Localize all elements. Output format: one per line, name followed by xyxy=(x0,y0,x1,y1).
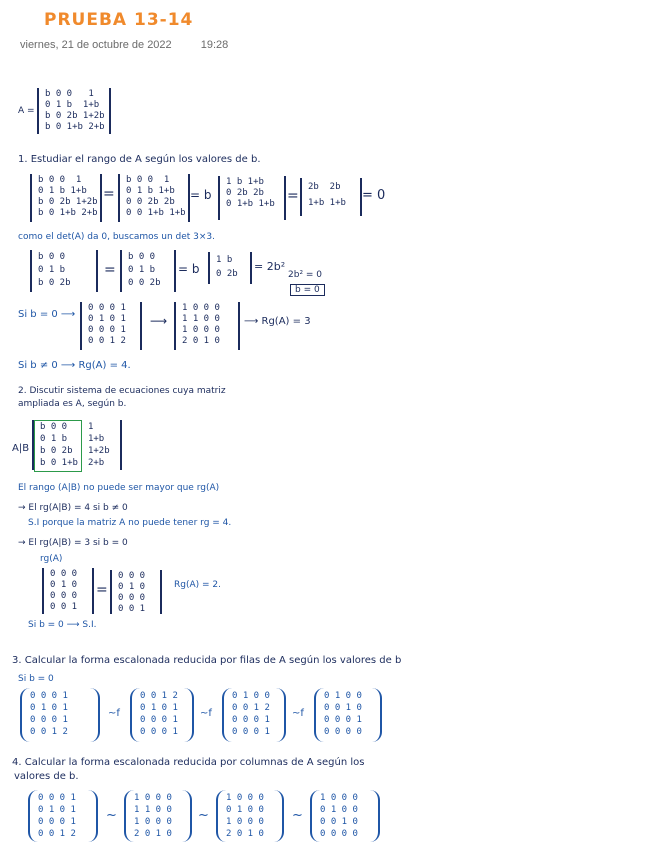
matrix-row: 1 b xyxy=(216,255,233,265)
matrix-row: 1 1 0 0 xyxy=(134,805,172,815)
det3-b xyxy=(120,250,176,292)
matrix-row: 1+b 1+b xyxy=(308,198,346,208)
s2-line2: → El rg(A|B) = 4 si b ≠ 0 xyxy=(18,503,128,513)
s3-m1 xyxy=(20,688,100,742)
matrix-row: 0 0 0 1 xyxy=(140,715,178,725)
matrix-row: 1 0 0 0 xyxy=(320,793,358,803)
s4-m3 xyxy=(216,790,284,842)
note-meta xyxy=(20,39,228,51)
s2-line5: rg(A) xyxy=(40,554,63,564)
matrix-row: 1 0 0 0 xyxy=(182,325,220,335)
section4-heading: 4. Calcular la forma escalonada reducida por columnas de A según los xyxy=(12,757,365,768)
eq2: = b xyxy=(190,188,212,202)
matrix-row: 0 1 0 0 xyxy=(324,691,362,701)
eq6: = b xyxy=(178,262,200,276)
matrix-row: 0 1 0 1 xyxy=(38,805,76,815)
matrix-row: 0 2b xyxy=(216,269,238,279)
matrix-row: 0 0 1 xyxy=(118,604,146,614)
matrix-row: b 0 1+b 2+b xyxy=(45,122,105,132)
matrix-row: 1 0 0 0 xyxy=(226,817,264,827)
matrix-row: 1 b 1+b xyxy=(226,177,264,187)
s3-rel3: ~f xyxy=(292,708,304,719)
det2-rows xyxy=(302,178,360,212)
matrix-row: b 0 2b xyxy=(40,446,73,456)
s4-m4 xyxy=(310,790,380,842)
matrix-row: 0 0 0 1 xyxy=(30,715,68,725)
det2-b xyxy=(208,252,252,284)
s2-rank: Rg(A) = 2. xyxy=(174,580,221,590)
matrix-row: 0 0 1 2 xyxy=(38,829,76,839)
matrix-row: 0 1 0 xyxy=(118,582,146,592)
section4-heading2: valores de b. xyxy=(14,771,79,782)
s3-m4 xyxy=(314,688,382,742)
case0-label: Si b = 0 ⟶ xyxy=(18,309,76,320)
matrix-row: 0 0 0 xyxy=(50,569,78,579)
matrix-row: 1 0 0 0 xyxy=(226,793,264,803)
case0-m1 xyxy=(80,302,142,350)
note-date: viernes, 21 de octubre de 2022 xyxy=(20,39,172,51)
det4-a xyxy=(30,174,102,222)
section2-heading: 2. Discutir sistema de ecuaciones cuya matriz xyxy=(18,386,226,396)
s3-rel2: ~f xyxy=(200,708,212,719)
matrix-row: b 0 0 1 xyxy=(38,175,82,185)
matrix-row: 0 1 0 0 xyxy=(320,805,358,815)
side-result: b = 0 xyxy=(290,284,325,296)
ab-left-rows xyxy=(34,420,86,470)
s2-eq: = xyxy=(96,582,108,598)
matrix-row: 0 1 0 0 xyxy=(232,691,270,701)
matrix-row: 0 0 0 xyxy=(118,571,146,581)
det3-a xyxy=(30,250,98,292)
s3-m2-rows xyxy=(132,688,192,740)
matrix-row: 0 1 0 1 xyxy=(88,314,126,324)
matrix-row: 2+b xyxy=(87,458,105,468)
matrix-row: 0 0 2b 2b xyxy=(126,197,175,207)
s3-m3-rows xyxy=(224,688,284,740)
matrix-row: 0 0 1 0 xyxy=(324,703,362,713)
s4-m1-rows xyxy=(30,790,96,842)
matrix-row: 0 0 0 0 xyxy=(320,829,358,839)
case0-m2 xyxy=(174,302,240,350)
matrix-row: 0 0 0 0 xyxy=(324,727,362,737)
matrix-row: b 0 0 xyxy=(40,422,68,432)
matrix-row: b 0 1+b 2+b xyxy=(38,208,98,218)
matrix-row: 2b 2b xyxy=(308,182,341,192)
matrix-row: b 0 2b 1+2b xyxy=(38,197,98,207)
matrix-a-rows xyxy=(39,88,109,134)
s3-m4-rows xyxy=(316,688,380,740)
matrix-row: 0 0 0 xyxy=(50,591,78,601)
matrix-a xyxy=(37,88,111,134)
side-eq: 2b² = 0 xyxy=(288,270,323,280)
matrix-row: b 0 0 1 xyxy=(45,89,94,99)
ab-matrix xyxy=(32,420,122,470)
det4-b xyxy=(118,174,190,222)
det3 xyxy=(218,176,286,220)
section1-heading: 1. Estudiar el rango de A según los valores de b. xyxy=(18,154,261,165)
matrix-row: 0 2b 2b xyxy=(226,188,264,198)
matrix-row: 0 0 1 2 xyxy=(30,727,68,737)
matrix-row: 0 1 0 0 xyxy=(226,805,264,815)
matrix-row: 1 0 0 0 xyxy=(134,817,172,827)
s2-line3: S.I porque la matriz A no puede tener rg = 4. xyxy=(28,518,232,528)
det4-a-rows xyxy=(32,174,100,220)
det2-b-rows xyxy=(210,252,250,282)
matrix-row: 0 0 0 1 xyxy=(88,303,126,313)
s2-line4: → El rg(A|B) = 3 si b = 0 xyxy=(18,538,128,548)
matrix-row: 0 0 1 xyxy=(50,602,78,612)
matrix-row: 0 0 0 1 xyxy=(30,691,68,701)
matrix-row: 0 1 b xyxy=(38,265,66,275)
eq7: = 2b² xyxy=(254,260,286,273)
matrix-row: b 0 1+b xyxy=(40,458,78,468)
s4-m2-rows xyxy=(126,790,190,842)
section2-heading2: ampliada es A, según b. xyxy=(18,399,127,409)
matrix-row: 0 0 0 1 xyxy=(88,325,126,335)
case0-m1-rows xyxy=(82,302,140,348)
arrow1: ⟶ xyxy=(150,314,168,328)
eq5: = xyxy=(104,262,116,278)
eq3: = xyxy=(287,188,299,204)
matrix-row: 0 1 b xyxy=(128,265,156,275)
section3-sub: Si b = 0 xyxy=(18,674,54,684)
note-title: PRUEBA 13-14 xyxy=(44,10,194,30)
s2-final: Si b = 0 ⟶ S.I. xyxy=(28,620,97,630)
matrix-row: b 0 2b 1+2b xyxy=(45,111,105,121)
matrix-row: 0 1 0 xyxy=(50,580,78,590)
matrix-row: 0 0 0 1 xyxy=(232,727,270,737)
s3-rel1: ~f xyxy=(108,708,120,719)
matrix-row: 2 0 1 0 xyxy=(134,829,172,839)
matrix-row: b 0 0 xyxy=(38,252,66,262)
matrix-row: 1 1 0 0 xyxy=(182,314,220,324)
s3-m3 xyxy=(222,688,286,742)
det3-rows xyxy=(220,176,284,211)
matrix-row: 0 0 0 1 xyxy=(38,793,76,803)
s4-m3-rows xyxy=(218,790,282,842)
matrix-row: 0 1 0 1 xyxy=(140,703,178,713)
matrix-a-label: A = xyxy=(18,106,35,116)
matrix-row: 2 0 1 0 xyxy=(226,829,264,839)
s3-m2 xyxy=(130,688,194,742)
matrix-row: 1+2b xyxy=(87,446,110,456)
matrix-row: 0 0 1 2 xyxy=(88,336,126,346)
s4-m4-rows xyxy=(312,790,378,842)
s4-rel3: ~ xyxy=(292,808,303,823)
matrix-row: b 0 2b xyxy=(38,278,71,288)
eq4: = 0 xyxy=(362,188,386,203)
det3-b-rows xyxy=(122,250,174,291)
det2 xyxy=(300,178,362,216)
eq1: = xyxy=(103,186,115,202)
matrix-row: 0 0 1 2 xyxy=(232,703,270,713)
matrix-row: 0 1 b xyxy=(40,434,68,444)
ab-label: A|B xyxy=(12,443,30,454)
s4-m1 xyxy=(28,790,98,842)
matrix-row: 0 0 1 0 xyxy=(320,817,358,827)
det4-b-rows xyxy=(120,174,188,220)
s2-m-left-rows xyxy=(44,568,92,614)
matrix-row: 1+b xyxy=(87,434,105,444)
s2-line1: El rango (A|B) no puede ser mayor que rg(A) xyxy=(18,483,220,493)
matrix-row: b 0 0 xyxy=(128,252,156,262)
case0-m2-rows xyxy=(176,302,238,348)
s2-m-right-rows xyxy=(112,570,160,616)
s4-m2 xyxy=(124,790,192,842)
matrix-row: 1 0 0 0 xyxy=(134,793,172,803)
note-time: 19:28 xyxy=(200,39,229,51)
matrix-row: 0 1 0 1 xyxy=(30,703,68,713)
case0-result: ⟶ Rg(A) = 3 xyxy=(244,316,311,327)
note-det: como el det(A) da 0, buscamos un det 3×3. xyxy=(18,232,215,242)
matrix-row: 0 0 2b xyxy=(128,278,161,288)
det3-a-rows xyxy=(32,250,96,291)
matrix-row: 0 0 0 1 xyxy=(38,817,76,827)
s2-m-right xyxy=(110,570,162,614)
matrix-row: 0 0 0 1 xyxy=(140,727,178,737)
matrix-row: 0 0 0 xyxy=(118,593,146,603)
matrix-row: b 0 0 1 xyxy=(126,175,170,185)
matrix-row: 0 0 0 1 xyxy=(324,715,362,725)
s3-m1-rows xyxy=(22,688,98,740)
matrix-row: 1 0 0 0 xyxy=(182,303,220,313)
ab-right-rows xyxy=(86,420,116,470)
matrix-row: 2 0 1 0 xyxy=(182,336,220,346)
s4-rel2: ~ xyxy=(198,808,209,823)
matrix-row: 0 0 1+b 1+b xyxy=(126,208,186,218)
s4-rel1: ~ xyxy=(106,808,117,823)
matrix-row: 1 xyxy=(87,422,94,432)
matrix-row: 0 0 0 1 xyxy=(232,715,270,725)
matrix-row: 0 0 1 2 xyxy=(140,691,178,701)
casen-label: Si b ≠ 0 ⟶ Rg(A) = 4. xyxy=(18,360,131,371)
matrix-row: 0 1 b 1+b xyxy=(45,100,100,110)
matrix-row: 0 1+b 1+b xyxy=(226,199,275,209)
s2-m-left xyxy=(42,568,94,614)
matrix-row: 0 1 b 1+b xyxy=(38,186,87,196)
matrix-row: 0 1 b 1+b xyxy=(126,186,175,196)
section3-heading: 3. Calcular la forma escalonada reducida por filas de A según los valores de b xyxy=(12,655,402,666)
